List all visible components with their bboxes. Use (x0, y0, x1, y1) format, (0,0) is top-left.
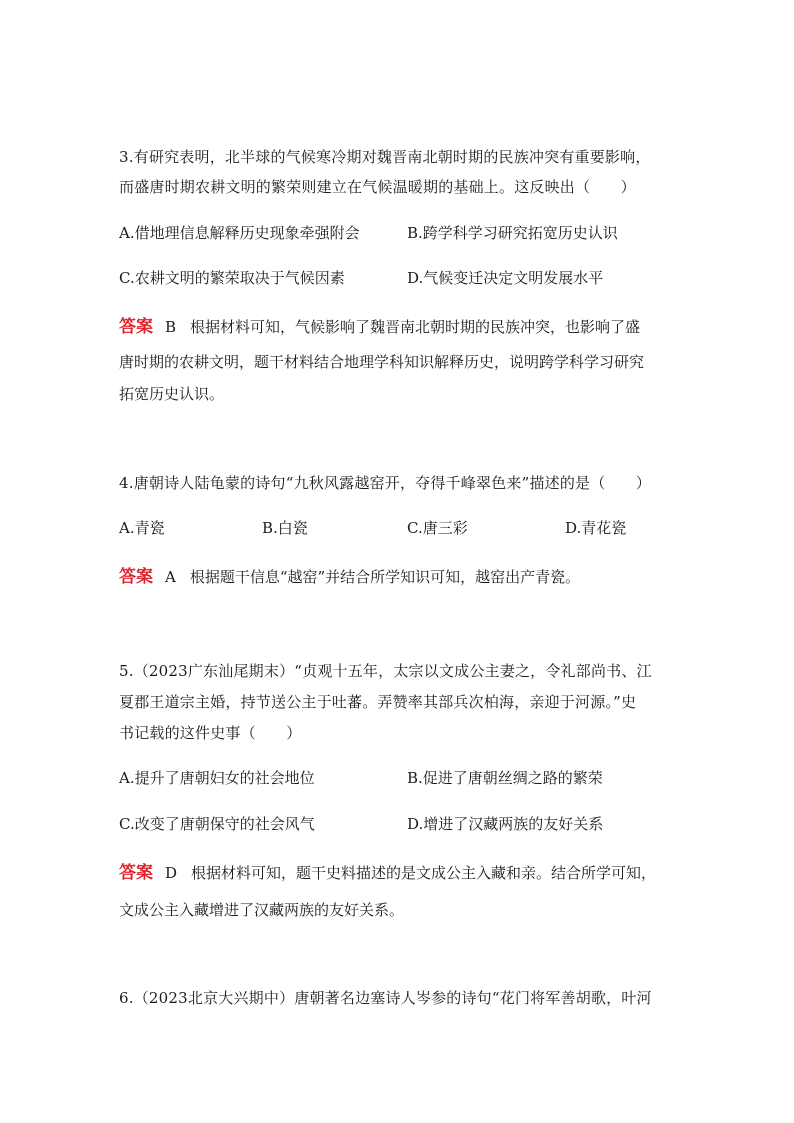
q3-option-d: D.气候变迁决定文明发展水平 (407, 269, 604, 287)
answer-label: 答案 (119, 863, 153, 883)
q5-answer-line-2: 文成公主入藏增进了汉藏两族的友好关系。 (119, 901, 405, 919)
q5-option-c: C.改变了唐朝保守的社会风气 (119, 815, 315, 833)
q4-option-c: C.唐三彩 (407, 519, 468, 537)
q3-option-b: B.跨学科学习研究拓宽历史认识 (407, 224, 618, 242)
q4-answer-text-1: 根据题干信息“越窑”并结合所学知识可知，越窑出产青瓷。 (189, 568, 581, 586)
q4-option-b: B.白瓷 (262, 519, 308, 537)
answer-label: 答案 (119, 567, 153, 587)
q3-stem-line-1: 3.有研究表明，北半球的气候寒冷期对魏晋南北朝时期的民族冲突有重要影响， (119, 148, 651, 166)
q5-answer-text-1: 根据材料可知，题干史料描述的是文成公主入藏和亲。结合所学可知， (191, 864, 657, 882)
answer-label: 答案 (119, 317, 153, 337)
q5-option-b: B.促进了唐朝丝绸之路的繁荣 (407, 769, 603, 787)
q3-option-c: C.农耕文明的繁荣取决于气候因素 (119, 269, 345, 287)
q4-stem-line-1: 4.唐朝诗人陆龟蒙的诗句“九秋风露越窑开，夺得千峰翠色来”描述的是（ ） (119, 474, 652, 492)
q4-answer-letter: A (165, 568, 176, 586)
q5-stem-line-1: 5.（2023广东汕尾期末）“贞观十五年，太宗以文成公主妻之，令礼部尚书、江 (119, 662, 652, 680)
q6-stem-line-1: 6.（2023北京大兴期中）唐朝著名边塞诗人岑参的诗句“花门将军善胡歌，叶河 (119, 989, 652, 1007)
q3-stem-line-2: 而盛唐时期农耕文明的繁荣则建立在气候温暖期的基础上。这反映出（ ） (119, 178, 636, 196)
q5-stem-line-2: 夏郡王道宗主婚，持节送公主于吐蕃。弄赞率其部兵次柏海，亲迎于河源。”史 (119, 693, 637, 711)
q3-answer-text-1: 根据材料可知，气候影响了魏晋南北朝时期的民族冲突，也影响了盛 (190, 318, 641, 336)
q5-answer-line-1 (119, 863, 656, 883)
q3-answer-line-3: 拓宽历史认识。 (119, 385, 225, 403)
q5-option-a: A.提升了唐朝妇女的社会地位 (119, 769, 315, 787)
q3-answer-letter: B (165, 318, 177, 336)
q4-answer-line-1 (119, 567, 580, 587)
q4-option-d: D.青花瓷 (565, 519, 627, 537)
q5-option-d: D.增进了汉藏两族的友好关系 (407, 815, 604, 833)
q4-option-a: A.青瓷 (119, 519, 165, 537)
q5-stem-line-3: 书记载的这件史事（ ） (119, 724, 302, 742)
q3-answer-line-1 (119, 317, 640, 337)
q3-option-a: A.借地理信息解释历史现象牵强附会 (119, 224, 360, 242)
q3-answer-line-2: 唐时期的农耕文明，题干材料结合地理学科知识解释历史，说明跨学科学习研究 (119, 353, 645, 371)
q5-answer-letter: D (165, 864, 178, 882)
